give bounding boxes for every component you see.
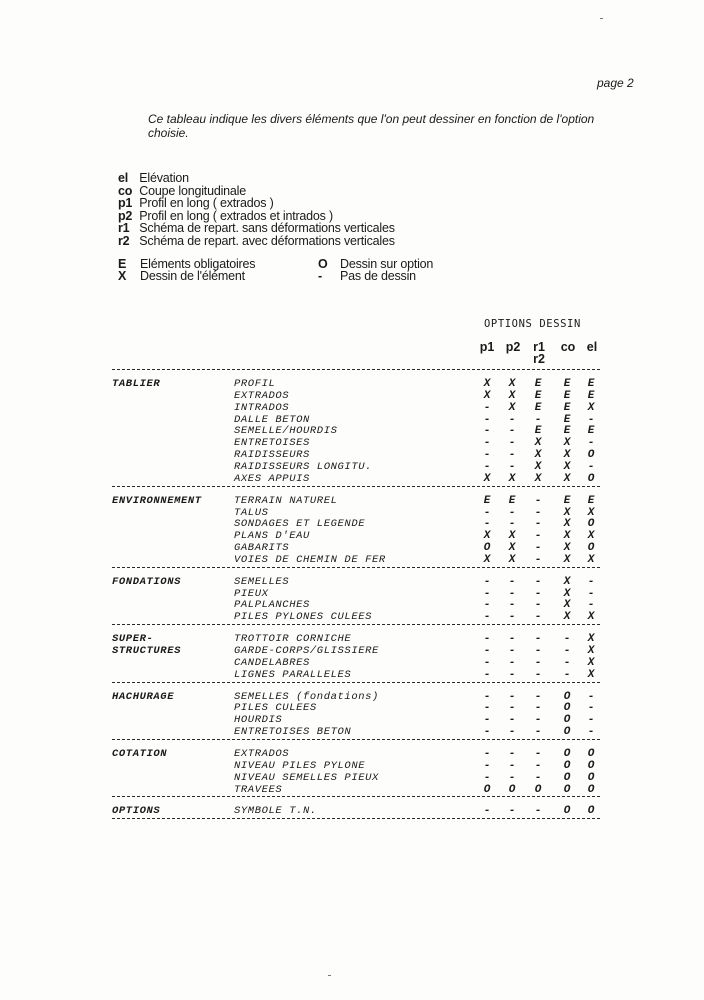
table-row-label: SEMELLE/HOURDIS (234, 425, 338, 438)
table-cell: O (563, 726, 571, 739)
symbol-legend-x: X Dessin de l'élément (118, 269, 245, 283)
column-header-el: el (586, 340, 598, 354)
table-cell: X (587, 530, 595, 543)
table-cell: - (483, 449, 491, 462)
symbol-legend-e: E Eléments obligatoires (118, 257, 256, 271)
section-name: COTATION (112, 747, 168, 760)
table-cell: - (534, 530, 542, 543)
table-cell: - (508, 771, 516, 784)
table-row-label: ENTRETOISES BETON (234, 726, 352, 739)
table-row-label: SYMBOLE T.N. (234, 805, 317, 818)
table-cell: - (483, 771, 491, 784)
table-cell: - (534, 668, 542, 681)
table-row-label: VOIES DE CHEMIN DE FER (234, 553, 386, 566)
table-cell: - (534, 611, 542, 624)
table-row-label: PILES CULEES (234, 702, 317, 715)
table-row-label: LIGNES PARALLELES (234, 668, 352, 681)
table-cell: - (534, 575, 542, 588)
table-cell: X (563, 542, 571, 555)
table-cell: - (508, 633, 516, 646)
section-name: SUPER- (112, 633, 154, 646)
table-cell: X (483, 530, 491, 543)
table-cell: - (508, 759, 516, 772)
table-cell: O (587, 771, 595, 784)
table-cell: X (587, 656, 595, 669)
table-cell: X (563, 460, 571, 473)
table-cell: - (534, 747, 542, 760)
table-cell: O (563, 702, 571, 715)
table-cell: X (563, 611, 571, 624)
table-cell: - (534, 645, 542, 657)
table-cell: - (563, 656, 571, 669)
table-cell: - (508, 518, 516, 531)
section-divider (112, 567, 600, 568)
table-cell: - (483, 805, 491, 818)
table-cell: - (508, 460, 516, 473)
table-title: OPTIONS DESSIN (484, 318, 581, 330)
legend-row: p1 Profil en long ( extrados ) (118, 196, 274, 211)
table-cell: - (534, 542, 542, 555)
table-cell: - (483, 611, 491, 624)
table-cell: - (483, 413, 491, 426)
table-cell: O (563, 714, 571, 727)
table-cell: - (587, 690, 595, 703)
table-cell: - (508, 668, 516, 681)
table-cell: - (534, 805, 542, 818)
table-cell: E (587, 389, 595, 402)
legend-row: r1 Schéma de repart. sans déformations verticales (118, 221, 395, 236)
table-cell: X (483, 472, 491, 485)
table-row-label: HOURDIS (234, 714, 283, 727)
column-header-p1: p1 (479, 340, 495, 354)
table-cell: O (587, 747, 595, 760)
table-row-label: NIVEAU PILES PYLONE (234, 759, 366, 772)
table-cell: X (563, 599, 571, 612)
table-cell: - (508, 437, 516, 450)
table-cell: - (534, 771, 542, 784)
table-cell: X (587, 668, 595, 681)
table-cell: X (483, 553, 491, 566)
table-cell: X (563, 587, 571, 600)
table-cell: O (483, 542, 491, 555)
table-cell: - (508, 747, 516, 760)
table-cell: X (563, 518, 571, 531)
table-cell: - (483, 587, 491, 600)
legend-row: p2 Profil en long ( extrados et intrados ) (118, 208, 333, 223)
table-row-label: PALPLANCHES (234, 599, 310, 612)
section-divider (112, 818, 600, 819)
table-cell: O (587, 472, 595, 485)
table-row-label: AXES APPUIS (234, 472, 310, 485)
table-cell: - (483, 656, 491, 669)
table-cell: - (483, 437, 491, 450)
table-cell: - (508, 425, 516, 438)
table-cell: X (587, 633, 595, 646)
table-cell: - (587, 599, 595, 612)
scan-speck (328, 975, 331, 976)
table-cell: X (508, 401, 516, 414)
table-cell: X (483, 378, 491, 390)
table-cell: X (508, 378, 516, 390)
table-cell: E (534, 378, 542, 390)
table-cell: X (563, 472, 571, 485)
table-row-label: INTRADOS (234, 401, 290, 414)
table-row-label: TALUS (234, 506, 269, 519)
table-cell: X (534, 437, 542, 450)
table-cell: X (563, 530, 571, 543)
table-cell: O (483, 783, 491, 796)
legend-row: el Elévation (118, 171, 189, 185)
symbol-legend-o: O Dessin sur option (318, 257, 434, 271)
table-cell: - (534, 656, 542, 669)
table-row-label: SONDAGES ET LEGENDE (234, 518, 366, 531)
table-cell: - (587, 460, 595, 473)
section-divider (112, 796, 600, 797)
section-divider (112, 739, 600, 740)
table-cell: - (483, 714, 491, 727)
table-row-label: GARDE-CORPS/GLISSIERE (234, 645, 379, 657)
section-divider (112, 682, 600, 683)
table-cell: O (563, 783, 571, 796)
table-cell: X (563, 575, 571, 588)
option-legend (118, 172, 395, 248)
column-header-r2: r2 (533, 352, 545, 366)
table-cell: E (563, 389, 571, 402)
table-cell: - (534, 759, 542, 772)
table-row-label: PILES PYLONES CULEES (234, 611, 373, 624)
table-cell: - (508, 449, 516, 462)
symbol-legend-dash: - Pas de dessin (318, 269, 416, 283)
table-cell: X (483, 389, 491, 402)
table-cell: - (534, 726, 542, 739)
table-row-label: TRAVEES (234, 783, 283, 796)
table-cell: O (587, 542, 595, 555)
table-cell: X (534, 449, 542, 462)
table-cell: E (563, 425, 571, 438)
table-cell: - (483, 645, 491, 657)
table-cell: - (534, 633, 542, 646)
section-divider (112, 486, 600, 487)
table-row-label: NIVEAU SEMELLES PIEUX (234, 771, 379, 784)
table-cell: - (483, 506, 491, 519)
table-cell: - (483, 759, 491, 772)
table-cell: O (508, 783, 516, 796)
table-cell: O (587, 449, 595, 462)
table-cell: X (508, 553, 516, 566)
table-cell: - (508, 587, 516, 600)
table-cell: X (587, 645, 595, 657)
table-row-label: RAIDISSEURS LONGITU. (234, 460, 373, 473)
table-cell: X (587, 611, 595, 624)
table-cell: O (563, 759, 571, 772)
table-cell: O (563, 805, 571, 818)
table-cell: E (534, 389, 542, 402)
table-cell: E (534, 425, 542, 438)
table-cell: - (563, 633, 571, 646)
section-divider (112, 624, 600, 625)
table-cell: E (587, 494, 595, 507)
table-cell: E (587, 425, 595, 438)
table-row-label: TERRAIN NATUREL (234, 494, 338, 507)
table-row-label: PIEUX (234, 587, 269, 600)
table-cell: X (587, 401, 595, 414)
table-cell: - (483, 747, 491, 760)
table-cell: - (587, 702, 595, 715)
table-cell: X (508, 389, 516, 402)
table-cell: - (587, 437, 595, 450)
table-cell: E (563, 413, 571, 426)
table-row-label: EXTRADOS (234, 389, 290, 402)
table-cell: - (534, 494, 542, 507)
table-cell: E (508, 494, 516, 507)
table-row-label: GABARITS (234, 542, 290, 555)
table-cell: X (563, 506, 571, 519)
table-cell: E (534, 401, 542, 414)
table-cell: - (534, 553, 542, 566)
table-cell: E (587, 378, 595, 390)
table-cell: O (563, 771, 571, 784)
table-cell: - (534, 518, 542, 531)
table-cell: X (563, 449, 571, 462)
table-cell: - (587, 575, 595, 588)
table-cell: E (563, 494, 571, 507)
page-number: page 2 (597, 76, 634, 90)
section-name: ENVIRONNEMENT (112, 494, 202, 507)
table-cell: - (587, 413, 595, 426)
table-row-label: ENTRETOISES (234, 437, 310, 450)
table-cell: O (587, 518, 595, 531)
section-divider (112, 369, 600, 370)
table-row-label: SEMELLES (234, 575, 290, 588)
table-cell: E (483, 494, 491, 507)
table-cell: X (563, 553, 571, 566)
table-cell: X (587, 553, 595, 566)
table-cell: - (483, 518, 491, 531)
table-cell: - (483, 668, 491, 681)
table-cell: - (508, 575, 516, 588)
table-cell: - (508, 611, 516, 624)
table-cell: - (508, 413, 516, 426)
table-cell: - (508, 656, 516, 669)
table-cell: X (587, 506, 595, 519)
table-cell: - (483, 425, 491, 438)
table-cell: - (534, 714, 542, 727)
table-cell: X (508, 530, 516, 543)
legend-row: co Coupe longitudinale (118, 183, 246, 198)
table-row-label: DALLE BETON (234, 413, 310, 426)
table-cell: X (534, 460, 542, 473)
table-cell: - (534, 506, 542, 519)
table-cell: X (508, 472, 516, 485)
table-cell: O (587, 783, 595, 796)
table-cell: - (587, 726, 595, 739)
table-cell: O (563, 747, 571, 760)
table-cell: - (587, 714, 595, 727)
table-cell: - (508, 506, 516, 519)
table-cell: O (534, 783, 542, 796)
table-row-label: TROTTOIR CORNICHE (234, 633, 352, 646)
table-cell: - (534, 587, 542, 600)
table-row-label: PROFIL (234, 378, 276, 390)
table-cell: - (508, 805, 516, 818)
table-cell: - (508, 726, 516, 739)
table-row-label: PLANS D'EAU (234, 530, 310, 543)
intro-paragraph: Ce tableau indique les divers éléments que l'on peut dessiner en fonction de l'option choisie. (148, 112, 595, 140)
table-cell: X (563, 437, 571, 450)
table-cell: - (508, 714, 516, 727)
table-cell: - (508, 645, 516, 657)
table-cell: - (508, 690, 516, 703)
table-row-label: CANDELABRES (234, 656, 310, 669)
table-cell: - (483, 633, 491, 646)
table-cell: O (563, 690, 571, 703)
section-name: FONDATIONS (112, 575, 182, 588)
table-cell: - (534, 599, 542, 612)
table-cell: - (534, 702, 542, 715)
column-header-p2: p2 (505, 340, 521, 354)
table-cell: - (587, 587, 595, 600)
table-row-label: EXTRADOS (234, 747, 290, 760)
table-cell: - (534, 690, 542, 703)
table-cell: - (483, 702, 491, 715)
table-cell: X (534, 472, 542, 485)
section-name: OPTIONS (112, 805, 161, 818)
column-header-r1: r1 (533, 340, 545, 354)
table-cell: E (563, 378, 571, 390)
table-cell: - (563, 645, 571, 657)
table-cell: - (563, 668, 571, 681)
table-cell: - (534, 413, 542, 426)
table-cell: - (483, 726, 491, 739)
table-cell: - (483, 575, 491, 588)
table-cell: - (483, 401, 491, 414)
table-cell: X (508, 542, 516, 555)
table-cell: O (587, 759, 595, 772)
section-name: STRUCTURES (112, 645, 182, 657)
table-cell: - (483, 690, 491, 703)
table-cell: - (483, 460, 491, 473)
table-row-label: RAIDISSEURS (234, 449, 310, 462)
scan-speck (600, 18, 603, 19)
table-row-label: SEMELLES (fondations) (234, 690, 379, 703)
table-cell: - (483, 599, 491, 612)
table-cell: E (563, 401, 571, 414)
section-name: TABLIER (112, 378, 161, 390)
table-cell: O (587, 805, 595, 818)
column-header-co: co (560, 340, 576, 354)
section-name: HACHURAGE (112, 690, 175, 703)
table-cell: - (508, 599, 516, 612)
table-cell: - (508, 702, 516, 715)
legend-row: r2 Schéma de repart. avec déformations verticales (118, 233, 395, 248)
